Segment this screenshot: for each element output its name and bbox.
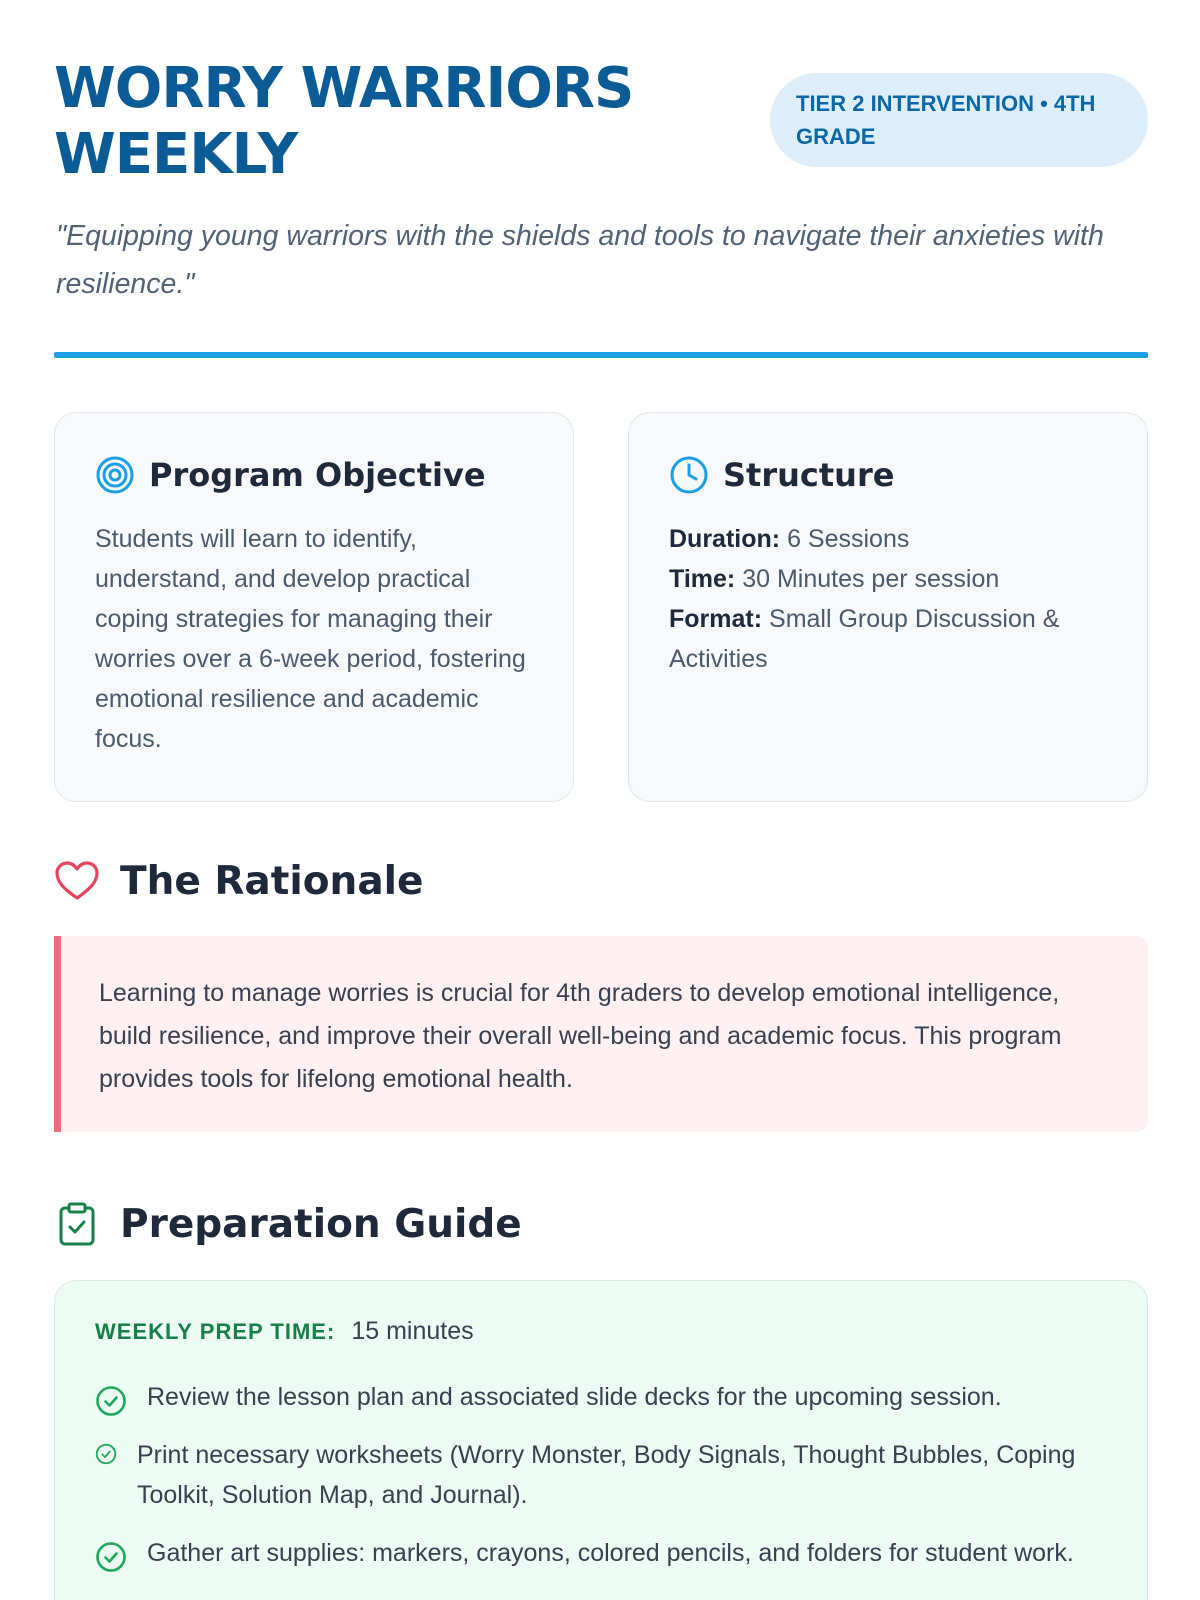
grade-badge: TIER 2 INTERVENTION • 4TH GRADE (770, 73, 1148, 167)
check-circle-icon (95, 1385, 127, 1417)
prep-time (95, 1317, 1107, 1357)
format-label: Format: (669, 605, 763, 633)
list-item (95, 1435, 1107, 1515)
page (54, 0, 1148, 1600)
structure-details (669, 519, 1107, 679)
time-label: Time: (669, 565, 736, 593)
prep-checklist (95, 1377, 1107, 1573)
rationale-title: The Rationale (120, 858, 424, 904)
list-item (95, 1377, 1107, 1417)
target-icon (95, 455, 135, 495)
rationale-callout (54, 936, 1148, 1132)
header-divider (54, 352, 1148, 358)
header (54, 56, 1148, 186)
structure-header (669, 453, 1107, 497)
list-item (95, 1533, 1107, 1573)
prep-time-label: WEEKLY PREP TIME: (95, 1319, 336, 1344)
prep-item-text: Gather art supplies: markers, crayons, colored pencils, and folders for student work. (147, 1539, 1074, 1567)
rationale-header (54, 856, 423, 906)
structure-card (628, 412, 1148, 802)
structure-title: Structure (723, 456, 895, 494)
heart-icon (54, 858, 100, 904)
time-value: 30 Minutes per session (742, 565, 1000, 593)
rationale-text: Learning to manage worries is crucial for 4th graders to develop emotional intelligence, build resilience, and improve their overall well-being and academic focus. This program provides tools for lifelong emotional health. (99, 979, 1062, 1093)
prep-header (54, 1199, 522, 1249)
prep-title: Preparation Guide (120, 1201, 522, 1247)
objective-header (95, 453, 533, 497)
prep-item-text: Review the lesson plan and associated slide decks for the upcoming session. (147, 1383, 1002, 1411)
prep-card (54, 1280, 1148, 1600)
page-title: WORRY WARRIORS WEEKLY (54, 56, 634, 187)
objective-card (54, 412, 574, 802)
time-row (669, 559, 1107, 599)
check-circle-icon (95, 1541, 127, 1573)
duration-row (669, 519, 1107, 559)
duration-label: Duration: (669, 525, 781, 553)
prep-time-value: 15 minutes (351, 1317, 474, 1345)
format-row (669, 599, 1107, 679)
check-circle-icon (95, 1443, 117, 1465)
clipboard-check-icon (54, 1201, 100, 1247)
clock-icon (669, 455, 709, 495)
tagline: "Equipping young warriors with the shields and tools to navigate their anxieties with resilience." (56, 220, 1104, 300)
objective-text: Students will learn to identify, understand, and develop practical coping strategies for managing their worries over a 6-week period, fostering emotional resilience and academic focus. (95, 525, 526, 753)
objective-title: Program Objective (149, 456, 486, 494)
prep-item-text: Print necessary worksheets (Worry Monster, Body Signals, Thought Bubbles, Coping Toolkit, Solution Map, and Journal). (137, 1441, 1076, 1509)
duration-value: 6 Sessions (787, 525, 910, 553)
format-value: Small Group Discussion & Activities (669, 605, 1060, 673)
